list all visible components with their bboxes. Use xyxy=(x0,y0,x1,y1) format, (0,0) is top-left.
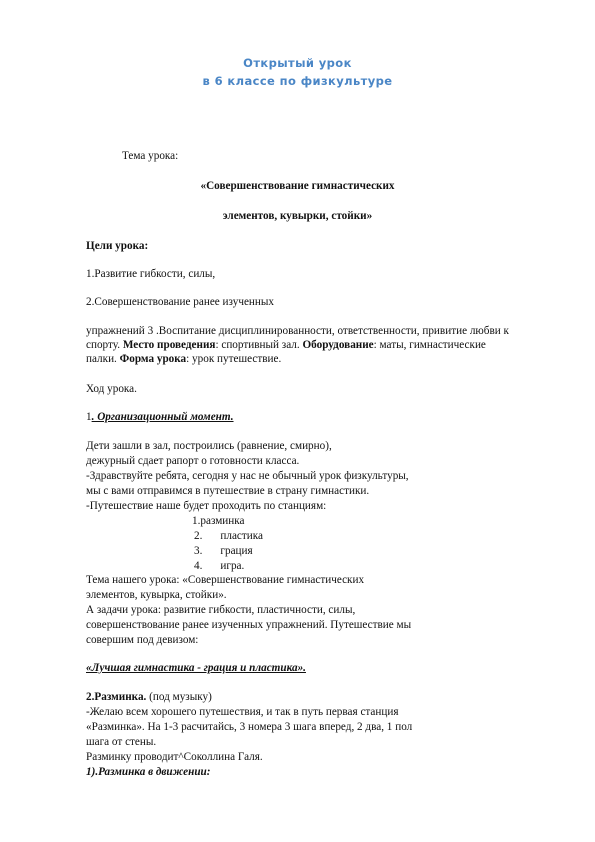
text-fragment: палки. xyxy=(86,353,120,365)
paragraph-line: Дети зашли в зал, построились (равнение, смирно), xyxy=(86,440,332,452)
paragraph-line: шага от стены. xyxy=(86,736,157,748)
course-heading: Ход урока. xyxy=(86,383,137,395)
section1-heading xyxy=(86,411,234,424)
paragraph-line: -Желаю всем хорошего путешествия, и так в путь первая станция xyxy=(86,706,399,718)
station-number: 3. xyxy=(194,545,203,557)
goals-heading: Цели урока: xyxy=(86,240,149,252)
subsection-heading: 1).Разминка в движении: xyxy=(86,766,211,778)
paragraph-line: Разминку проводит^Соколлина Галя. xyxy=(86,751,263,763)
paragraph-line: дежурный сдает рапорт о готовности класса. xyxy=(86,455,300,467)
station-item xyxy=(194,530,263,543)
station-item xyxy=(194,560,244,573)
paragraph-line: -Путешествие наше будет проходить по станциям: xyxy=(86,500,327,512)
station-number: 1. xyxy=(192,515,201,527)
paragraph-line: совершим под девизом: xyxy=(86,634,199,646)
topic-title-line1: «Совершенствование гимнастических xyxy=(200,180,395,192)
station-name: игра. xyxy=(220,560,245,572)
goal-item-3-line3 xyxy=(86,353,281,366)
station-number: 4. xyxy=(194,560,203,572)
topic-label: Тема урока: xyxy=(122,150,179,162)
station-item xyxy=(192,515,245,528)
station-name: разминка xyxy=(200,515,245,527)
document-title-line2: в 6 классе по физкультуре xyxy=(202,74,393,88)
lesson-form-value: : урок путешествие. xyxy=(186,353,282,365)
lesson-form-label: Форма урока xyxy=(119,353,187,365)
goal-item-2: 2.Совершенствование ранее изученных xyxy=(86,296,274,308)
section1-number: 1 xyxy=(86,411,92,423)
station-number: 2. xyxy=(194,530,203,542)
venue-label: Место проведения xyxy=(122,339,216,351)
equipment-label: Оборудование xyxy=(302,339,374,351)
section2-note: (под музыку) xyxy=(146,691,212,703)
section2-title: 2.Разминка. xyxy=(86,691,147,703)
station-name: грация xyxy=(220,545,253,557)
equipment-value: : маты, гимнастические xyxy=(373,339,486,351)
paragraph-line: Тема нашего урока: «Совершенствование гимнастических xyxy=(86,574,365,586)
goal-item-3-line2 xyxy=(86,339,486,352)
goal-item-1: 1.Развитие гибкости, силы, xyxy=(86,268,216,280)
motto: «Лучшая гимнастика - грация и пластика». xyxy=(86,662,306,674)
document-title-line1: Открытый урок xyxy=(243,56,352,70)
paragraph-line: совершенствование ранее изученных упражнений. Путешествие мы xyxy=(86,619,412,631)
section2-heading xyxy=(86,691,212,704)
text-fragment: спорту. xyxy=(86,339,123,351)
paragraph-line: элементов, кувырка, стойки». xyxy=(86,589,227,601)
paragraph-line: А задачи урока: развитие гибкости, пластичности, силы, xyxy=(86,604,356,616)
paragraph-line: «Разминка». На 1-3 расчитайсь, 3 номера 3 шага вперед, 2 два, 1 пол xyxy=(86,721,413,733)
paragraph-line: мы с вами отправимся в путешествие в страну гимнастики. xyxy=(86,485,370,497)
section1-title: . Организационный момент. xyxy=(91,411,234,423)
paragraph-line: -Здравствуйте ребята, сегодня у нас не обычный урок физкультуры, xyxy=(86,470,409,482)
goal-item-3-line1: упражнений 3 .Воспитание дисциплинированности, ответственности, привитие любви к xyxy=(86,325,509,337)
station-name: пластика xyxy=(220,530,263,542)
station-item xyxy=(194,545,253,558)
topic-title-line2: элементов, кувырки, стойки» xyxy=(222,210,373,222)
venue-value: : спортивный зал. xyxy=(215,339,303,351)
